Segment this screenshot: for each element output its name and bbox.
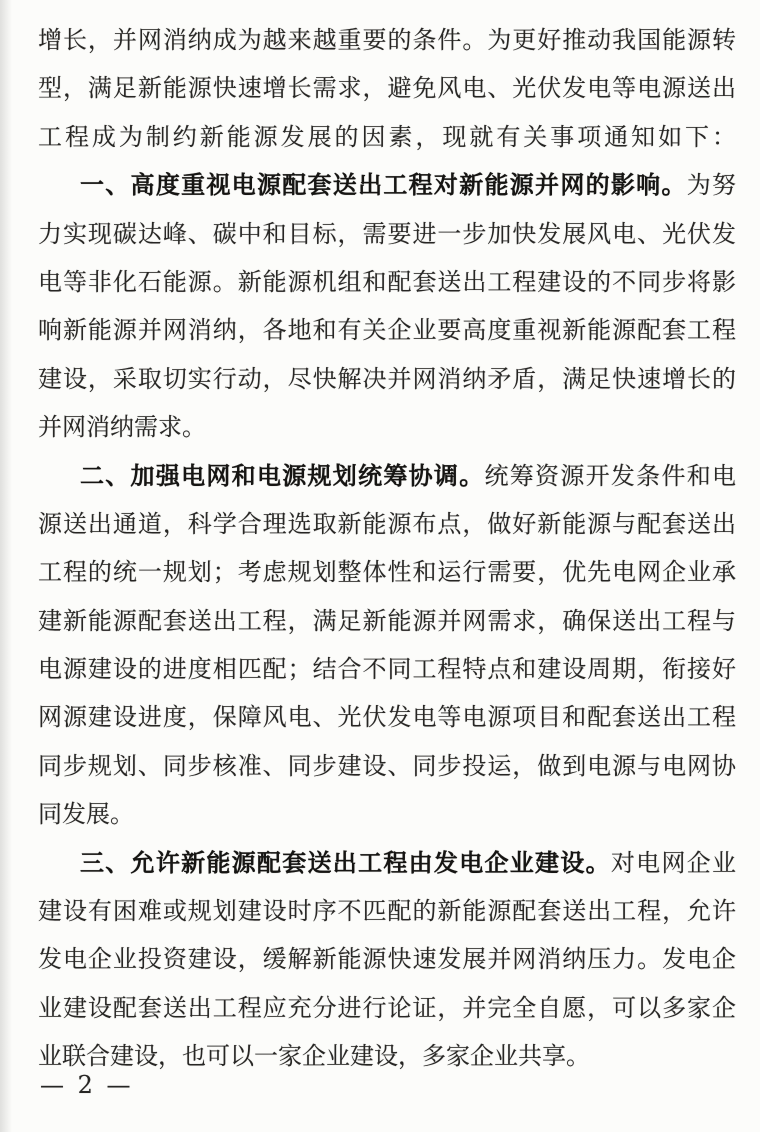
text-line [38, 64, 736, 112]
body-text: 电源建设的进度相匹配；结合不同工程特点和建设周期，衔接好 [38, 655, 736, 684]
text-line [38, 306, 736, 354]
text-line [38, 645, 736, 693]
text-line [38, 693, 736, 741]
body-text: 同步规划、同步核准、同步建设、同步投运，做到电源与电网协 [38, 751, 736, 780]
text-line [38, 742, 736, 790]
body-text: 网源建设进度，保障风电、光伏发电等电源项目和配套送出工程 [38, 703, 736, 732]
section-heading-text: 三、允许新能源配套送出工程由发电企业建设。 [80, 848, 611, 877]
text-line [38, 403, 736, 451]
text-line [38, 935, 736, 983]
text-line [38, 355, 736, 403]
text-line [38, 548, 736, 596]
text-line [38, 16, 736, 64]
text-line [38, 887, 736, 935]
body-text: 建设，采取切实行动，尽快解决并网消纳矛盾，满足快速增长的 [38, 364, 736, 393]
text-line [38, 113, 736, 161]
body-text: 电等非化石能源。新能源机组和配套送出工程建设的不同步将影 [38, 267, 736, 296]
page-number: — 2 — [40, 1071, 134, 1099]
text-line [38, 597, 736, 645]
body-text: 力实现碳达峰、碳中和目标，需要进一步加快发展风电、光伏发 [38, 219, 736, 248]
section-heading-text: 一、高度重视电源配套送出工程对新能源并网的影响。 [80, 171, 687, 200]
body-text: 业建设配套送出工程应充分进行论证，并完全自愿，可以多家企 [38, 993, 736, 1022]
body-text: 工程成为制约新能源发展的因素，现就有关事项通知如下： [38, 122, 736, 151]
body-text: 并网消纳需求。 [38, 413, 206, 442]
body-text: 响新能源并网消纳，各地和有关企业要高度重视新能源配套工程 [38, 316, 736, 345]
section-heading-text: 二、加强电网和电源规划统筹协调。 [80, 461, 485, 490]
body-text: 发电企业投资建设，缓解新能源快速发展并网消纳压力。发电企 [38, 945, 736, 974]
body-text: 建新能源配套送出工程，满足新能源并网需求，确保送出工程与 [38, 606, 736, 635]
body-text: 为努 [686, 171, 736, 200]
body-text: 建设有困难或规划建设时序不匹配的新能源配套送出工程，允许 [38, 897, 736, 926]
text-line [38, 790, 736, 838]
body-text: 业联合建设，也可以一家企业建设，多家企业共享。 [38, 1042, 590, 1071]
text-line [38, 452, 736, 500]
document-body [38, 16, 736, 1081]
text-line [38, 984, 736, 1032]
body-text: 源送出通道，科学合理选取新能源布点，做好新能源与配套送出 [38, 509, 736, 538]
body-text: 增长，并网消纳成为越来越重要的条件。为更好推动我国能源转 [38, 26, 736, 54]
body-text: 同发展。 [38, 800, 134, 829]
body-text: 对电网企业 [610, 848, 737, 877]
text-line [38, 210, 736, 258]
text-line [38, 161, 736, 209]
body-text: 统筹资源开发条件和电 [484, 461, 737, 490]
body-text: 型，满足新能源快速增长需求，避免风电、光伏发电等电源送出 [38, 74, 736, 103]
text-line [38, 1032, 736, 1080]
scan-left-edge-shadow [0, 0, 12, 1132]
text-line [38, 839, 736, 887]
body-text: 工程的统一规划；考虑规划整体性和运行需要，优先电网企业承 [38, 558, 736, 587]
text-line [38, 258, 736, 306]
text-line [38, 500, 736, 548]
